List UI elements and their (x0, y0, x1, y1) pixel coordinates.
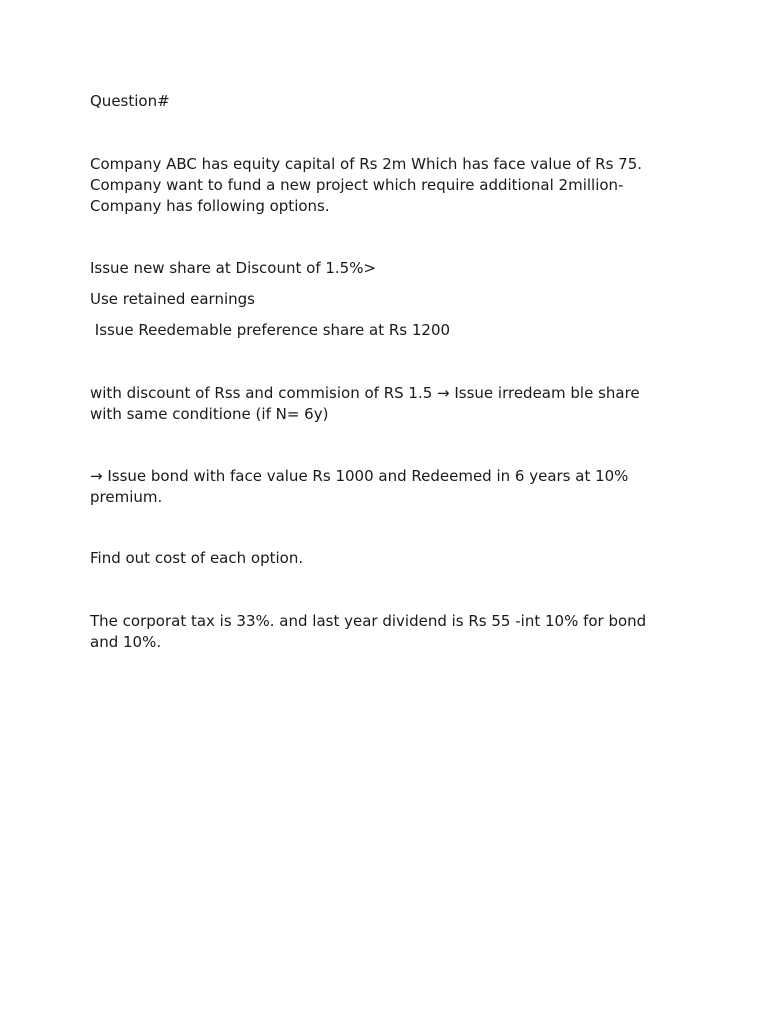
option-retained-earnings: Use retained earnings (90, 290, 255, 308)
question-heading: Question# (90, 92, 170, 110)
question-intro: Company ABC has equity capital of Rs 2m Which has face value of Rs 75. Company want to fund a new project which require additional 2million- Company has following options. (90, 155, 643, 215)
option-irredeemable-share: with discount of Rss and commision of RS 1.5 → Issue irredeam ble share with same conditione (if N= 6y) (90, 384, 640, 423)
option-new-share: Issue new share at Discount of 1.5%> (90, 259, 377, 277)
tax-note: The corporat tax is 33%. and last year dividend is Rs 55 -int 10% for bond and 10%. (90, 612, 647, 651)
task-instruction: Find out cost of each option. (90, 549, 304, 567)
option-preference-share: Issue Reedemable preference share at Rs 1200 (90, 321, 451, 339)
option-bond: → Issue bond with face value Rs 1000 and Redeemed in 6 years at 10% premium. (90, 467, 629, 506)
